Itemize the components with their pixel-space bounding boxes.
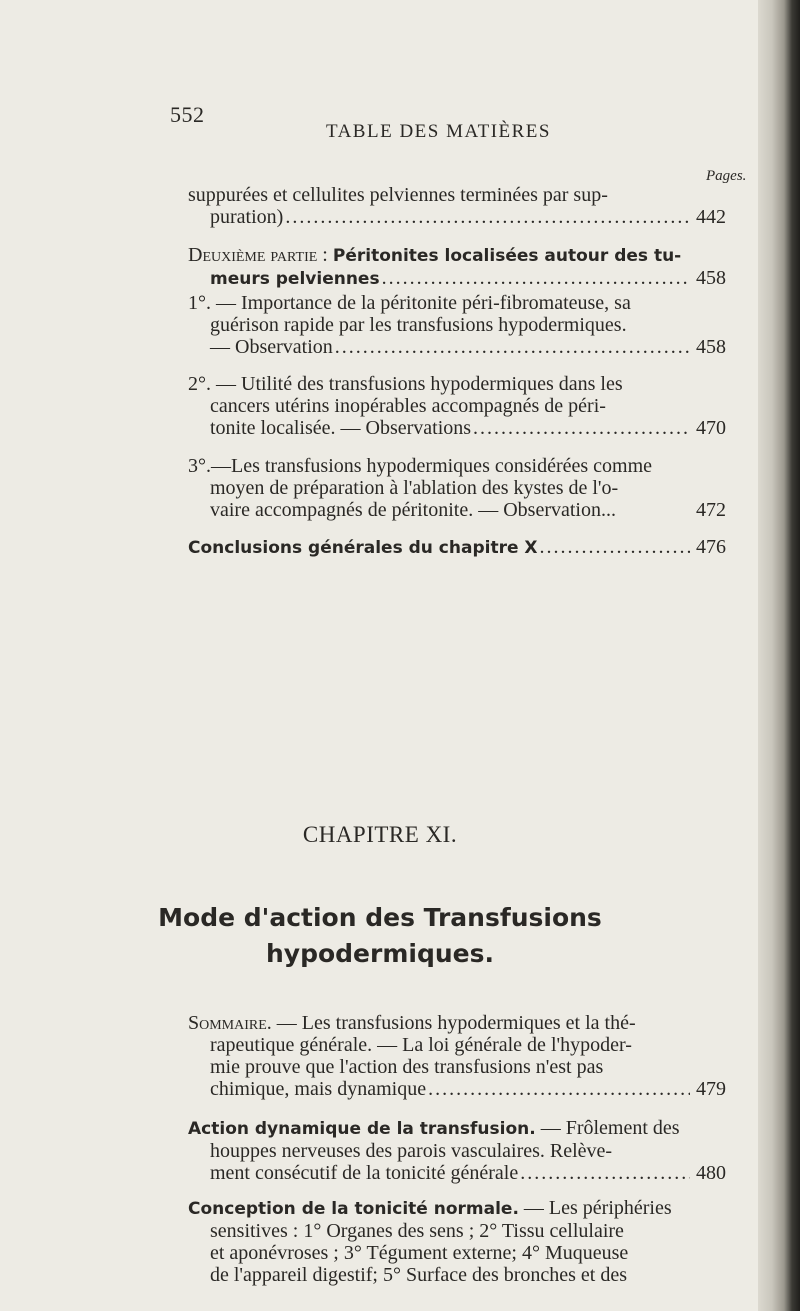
- entry-page-number: 479: [696, 1078, 726, 1100]
- leader-dots: [428, 1078, 690, 1100]
- entry-text: moyen de préparation à l'ablation des kystes de l'o-: [210, 477, 619, 499]
- toc-entry: [188, 455, 726, 521]
- toc-entry: [188, 536, 726, 559]
- part-label: Deuxième partie :: [188, 244, 333, 266]
- entry-text: suppurées et cellulites pelviennes terminées par sup-: [188, 184, 608, 206]
- chapter-title-line: hypodermiques.: [266, 939, 494, 968]
- entry-text: houppes nerveuses des parois vasculaires. Relève-: [210, 1140, 613, 1162]
- entry-text: vaire accompagnés de péritonite. — Observation...: [210, 499, 616, 521]
- entry-text: tonite localisée. — Observations: [210, 417, 472, 439]
- pages-column-header: Pages.: [706, 168, 747, 184]
- toc-entry: [188, 292, 726, 358]
- entry-text: puration): [210, 206, 284, 228]
- entry-heading: Péritonites localisées autour des tu-: [332, 246, 682, 266]
- entry-heading: meurs pelviennes: [210, 269, 380, 289]
- summary-label: Sommaire.: [188, 1012, 272, 1034]
- page-number: 552: [170, 102, 205, 127]
- entry-text: — Observation: [210, 336, 333, 358]
- entry-text: — Les périphéries: [518, 1197, 672, 1219]
- running-head: TABLE DES MATIÈRES: [326, 121, 551, 142]
- entry-text: rapeutique générale. — La loi générale de l'hypoder-: [210, 1034, 632, 1056]
- toc-entry: [188, 184, 726, 228]
- leader-dots: [520, 1162, 690, 1184]
- entry-text: — Frôlement des: [535, 1117, 680, 1139]
- entry-page-number: 476: [696, 536, 726, 558]
- toc-entry: [188, 1117, 726, 1184]
- entry-text: guérison rapide par les transfusions hypodermiques.: [210, 314, 627, 336]
- entry-page-number: 472: [696, 499, 726, 521]
- entry-heading: Conception de la tonicité normale.: [188, 1199, 519, 1219]
- entry-page-number: 458: [696, 267, 726, 289]
- leader-dots: [540, 536, 690, 558]
- toc-entry: [188, 1197, 726, 1286]
- entry-heading: Conclusions générales du chapitre X: [188, 538, 538, 558]
- entry-page-number: 458: [696, 336, 726, 358]
- entry-text: 1°. — Importance de la péritonite péri-fibromateuse, sa: [188, 292, 631, 314]
- chapter-title: [0, 900, 760, 972]
- entry-text: mie prouve que l'action des transfusions n'est pas: [210, 1056, 604, 1078]
- entry-page-number: 442: [696, 206, 726, 228]
- entry-heading: Action dynamique de la transfusion.: [188, 1119, 536, 1139]
- toc-entry: [188, 1012, 726, 1100]
- leader-dots: [335, 336, 690, 358]
- entry-text: 2°. — Utilité des transfusions hypodermiques dans les: [188, 373, 623, 395]
- entry-text: chimique, mais dynamique: [210, 1078, 427, 1100]
- entry-text: 3°.—Les transfusions hypodermiques considérées comme: [188, 455, 653, 477]
- entry-text: cancers utérins inopérables accompagnés de péri-: [210, 395, 606, 417]
- chapter-title-line: Mode d'action des Transfusions: [158, 903, 602, 932]
- entry-page-number: 470: [696, 417, 726, 439]
- toc-entry: [188, 373, 726, 439]
- leader-dots: [382, 267, 690, 289]
- leader-dots: [285, 206, 690, 228]
- entry-text: et aponévroses ; 3° Tégument externe; 4° Muqueuse: [210, 1242, 629, 1264]
- entry-text: — Les transfusions hypodermiques et la thé-: [271, 1012, 636, 1034]
- entry-page-number: 480: [696, 1162, 726, 1184]
- toc-entry: [188, 244, 726, 290]
- entry-text: sensitives : 1° Organes des sens ; 2° Tissu cellulaire: [210, 1220, 624, 1242]
- leader-dots: [473, 417, 690, 439]
- entry-text: de l'appareil digestif; 5° Surface des bronches et des: [210, 1264, 628, 1286]
- chapter-heading: CHAPITRE XI.: [302, 822, 458, 847]
- book-spine-edge: [758, 0, 800, 1311]
- entry-text: ment consécutif de la tonicité générale: [210, 1162, 519, 1184]
